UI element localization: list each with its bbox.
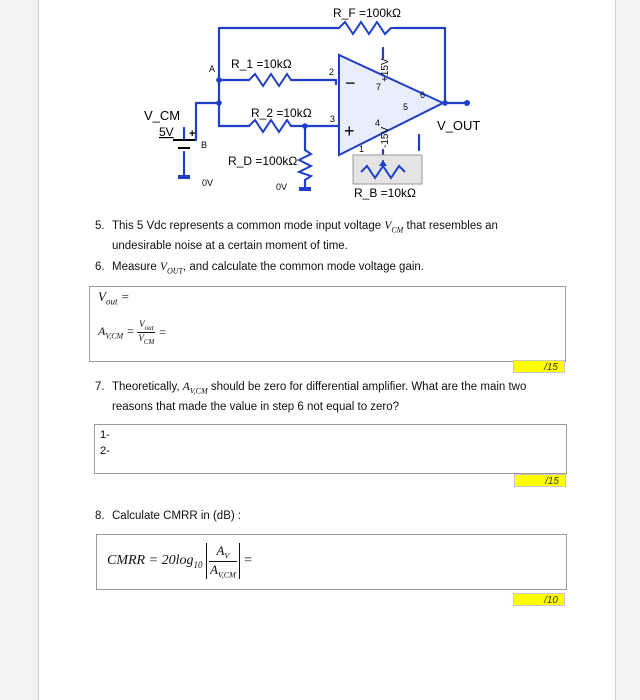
op-amp-symbol — [339, 55, 443, 155]
pin-7: 7 — [376, 82, 382, 92]
pin-6: 6 — [420, 90, 426, 100]
r1-label: R_1 =10kΩ — [231, 57, 292, 71]
vout-symbol: $V_{OUT}$ — [159, 261, 183, 276]
score-box-7: /15 — [514, 474, 566, 487]
answer-box-6[interactable] — [89, 286, 566, 362]
right-margin — [615, 0, 640, 700]
question-8-text: Calculate CMRR in (dB) : — [112, 510, 242, 522]
cmrr-equation: CMRR = $20\log_{10}$ $\frac{A_V}{A_{V,CM}}$ = — [107, 543, 253, 580]
rb-label: R_B =10kΩ — [354, 186, 417, 200]
pin-4: 4 — [375, 118, 381, 128]
node-a-label: A — [209, 64, 216, 74]
vcm-label: V_CM — [144, 108, 181, 123]
pin-5: 5 — [403, 102, 409, 112]
output-terminal — [464, 100, 470, 106]
question-6-number: 6. — [95, 261, 105, 273]
question-7-text-a: Theoretically, — [112, 381, 183, 393]
inverting-sign: − — [345, 73, 356, 93]
vout-label: V_OUT — [437, 118, 481, 133]
pin-3: 3 — [330, 114, 336, 124]
rf-label: R_F =100kΩ — [333, 6, 402, 20]
pin-2: 2 — [329, 67, 335, 77]
question-6-text-b: , and calculate the common mode voltage gain. — [182, 261, 424, 273]
junction-b — [216, 100, 222, 106]
question-7-number: 7. — [95, 381, 105, 393]
r2-label: R_2 =10kΩ — [251, 106, 312, 120]
answer-7-line-2: 2- — [100, 445, 110, 457]
resistor-r2 — [249, 120, 291, 132]
source-voltage-label: 5V — [159, 125, 174, 139]
worksheet-page — [38, 0, 616, 700]
score-box-6: /15 — [513, 360, 565, 373]
question-5-text-a: This 5 Vdc represents a common mode input voltage — [112, 220, 385, 232]
answer-box-8[interactable] — [96, 534, 567, 590]
pos-supply-label: +15V — [380, 58, 391, 82]
score-box-8: /10 — [513, 593, 565, 606]
ground-left-label: 0V — [202, 178, 214, 188]
question-6-text-a: Measure — [112, 261, 160, 273]
resistor-rd — [299, 150, 311, 180]
question-5-number: 5. — [95, 220, 105, 232]
svg-text:+: + — [189, 128, 196, 140]
junction-out — [442, 100, 448, 106]
vcm-symbol: $V_{CM}$ — [384, 220, 404, 235]
question-5-text-b: that resembles an undesirable noise at a certain moment of time. — [112, 220, 498, 253]
avcm-symbol: $A_{V,CM}$ — [182, 381, 208, 396]
pin-1: 1 — [359, 144, 365, 154]
noninverting-sign: + — [344, 121, 355, 141]
junction-r2 — [302, 123, 308, 129]
junction-a — [216, 77, 222, 83]
answer-7-line-1: 1- — [100, 429, 110, 441]
circuit-diagram — [39, 0, 615, 220]
answer-box-7[interactable] — [94, 424, 567, 474]
neg-supply-label: -15V — [380, 126, 391, 148]
ground-right-label: 0V — [276, 182, 288, 192]
question-8-number: 8. — [95, 510, 105, 522]
node-b-label: B — [201, 140, 208, 150]
left-margin — [0, 0, 38, 700]
vout-equation: $V_{out}$ = — [98, 289, 130, 307]
avcm-equation: $A_{V,CM}$ = $\frac{V_{out}}{V_{CM}}$ = — [98, 319, 167, 346]
resistor-rf — [339, 22, 395, 34]
rd-label: R_D =100kΩ — [228, 154, 298, 168]
question-7-text-b: should be zero for differential amplifier. What are the main two reasons that made the value in step 6 not equal to zero? — [112, 381, 527, 414]
resistor-r1 — [249, 74, 291, 86]
